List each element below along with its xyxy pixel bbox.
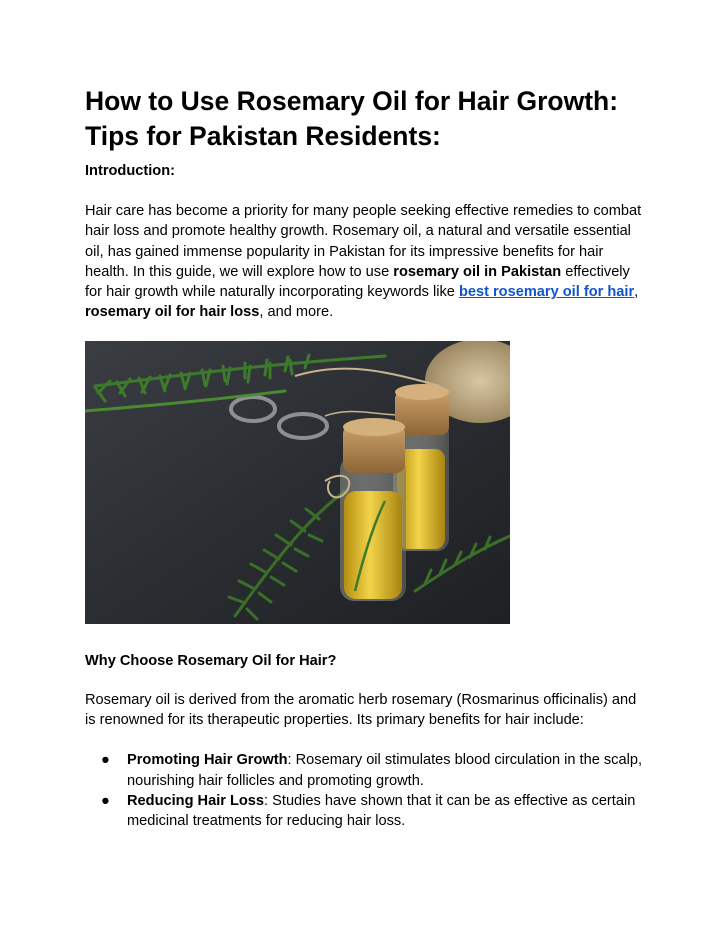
article-title: How to Use Rosemary Oil for Hair Growth: Tips for Pakistan Residents: (85, 86, 619, 151)
intro-text-4: , and more. (259, 304, 334, 321)
rosemary-oil-photo (85, 341, 510, 624)
list-item (85, 791, 645, 832)
intro-paragraph (85, 201, 645, 323)
benefit-title: Reducing Hair Loss (127, 792, 265, 809)
intro-text-2: effectively for hair growth while naturally incorporating keywords like (85, 263, 630, 301)
why-paragraph: Rosemary oil is derived from the aromatic herb rosemary (Rosmarinus officinalis) and is renowned for its therapeutic properties. Its primary benefits for hair include: (85, 691, 637, 729)
benefits-list (85, 750, 645, 831)
benefit-text: : Rosemary oil stimulates blood circulation in the scalp, nourishing hair follicles and promoting growth. (127, 752, 642, 789)
intro-text-3: , (634, 284, 639, 301)
best-rosemary-oil-link[interactable]: best rosemary oil for hair (458, 284, 635, 301)
keyword-rosemary-oil-pakistan: rosemary oil in Pakistan (393, 263, 562, 280)
intro-heading: Introduction: (85, 163, 175, 179)
bullet-icon: ● (101, 792, 110, 809)
keyword-hair-loss: rosemary oil for hair loss (85, 304, 260, 321)
list-item (85, 750, 645, 791)
bullet-icon: ● (101, 752, 110, 769)
benefit-title: Promoting Hair Growth (127, 752, 288, 769)
benefit-text: : Studies have shown that it can be as effective as certain medicinal treatments for reducing hair loss. (127, 792, 636, 830)
why-heading: Why Choose Rosemary Oil for Hair? (85, 652, 337, 669)
article-body (85, 84, 645, 832)
intro-text-1: Hair care has become a priority for many people seeking effective remedies to combat hair loss and promote healthy growth. Rosemary oil, a natural and versatile essential oil, has gained immense popularity in Pakistan for its impressive benefits for hair health. In this guide, we will explore how to use (85, 203, 642, 280)
